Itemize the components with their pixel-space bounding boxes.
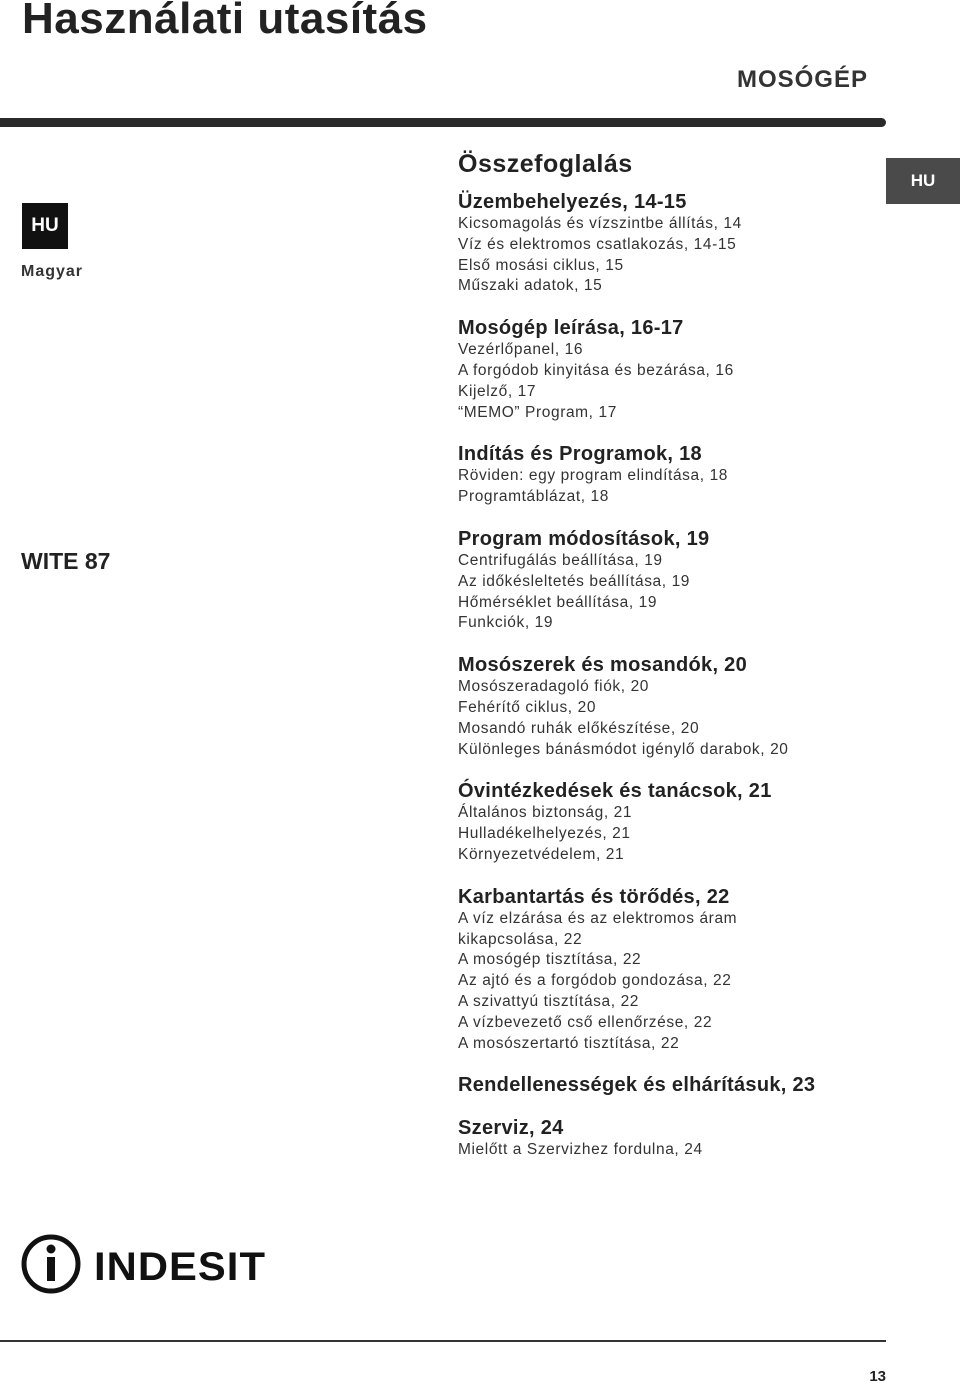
toc-entry: Vezérlőpanel, 16 [458, 341, 584, 359]
product-type-label: MOSÓGÉP [736, 66, 868, 93]
toc-section-title: Mosógép leírása, 16-17 [458, 317, 684, 340]
toc-section-title: Óvintézkedések és tanácsok, 21 [458, 780, 772, 803]
toc-entry: Első mosási ciklus, 15 [458, 256, 624, 274]
toc-section-title: Szerviz, 24 [458, 1117, 564, 1140]
toc-entry: Hőmérséklet beállítása, 19 [458, 593, 658, 611]
table-of-contents [458, 148, 878, 1180]
toc-section-title: Karbantartás és törődés, 22 [458, 885, 730, 908]
toc-entry: A mosószertartó tisztítása, 22 [458, 1034, 680, 1052]
language-side-tab: HU [886, 158, 960, 204]
toc-entry: Mielőtt a Szervizhez fordulna, 24 [458, 1141, 703, 1159]
toc-entry: kikapcsolása, 22 [458, 930, 583, 948]
toc-section-title: Mosószerek és mosandók, 20 [458, 654, 748, 677]
toc-entry: Általános biztonság, 21 [458, 804, 633, 822]
toc-entry: Röviden: egy program elindítása, 18 [458, 467, 729, 485]
toc-entry: A mosógép tisztítása, 22 [458, 951, 642, 969]
toc-section [458, 527, 878, 634]
toc-section-title: Üzembehelyezés, 14-15 [458, 191, 687, 213]
toc-entry: Kijelző, 17 [458, 382, 537, 400]
toc-section [458, 653, 878, 760]
model-number: WITE 87 [21, 548, 111, 574]
toc-section [458, 190, 878, 297]
toc-entry: Funkciók, 19 [458, 614, 554, 632]
header-rule [0, 118, 886, 127]
toc-entry: Különleges bánásmódot igénylő darabok, 20 [458, 740, 789, 758]
language-name: Magyar [21, 263, 84, 280]
svg-text:INDESIT: INDESIT [94, 1245, 266, 1289]
page-number: 13 [869, 1368, 886, 1385]
indesit-logo [20, 1232, 270, 1296]
toc-entry: Programtáblázat, 18 [458, 488, 609, 506]
toc-entry: “MEMO” Program, 17 [458, 403, 617, 421]
toc-entry: Az időkésleltetés beállítása, 19 [458, 572, 691, 590]
toc-entry: Kicsomagolás és vízszintbe állítás, 14 [458, 215, 742, 232]
toc-heading: Összefoglalás [458, 150, 633, 178]
toc-entry: Víz és elektromos csatlakozás, 14-15 [458, 235, 737, 253]
toc-entry: Mosószeradagoló fiók, 20 [458, 678, 650, 696]
toc-section [458, 779, 878, 865]
toc-entry: A szivattyú tisztítása, 22 [458, 992, 640, 1010]
toc-entry: Centrifugálás beállítása, 19 [458, 551, 663, 569]
toc-entry: Mosandó ruhák előkészítése, 20 [458, 719, 700, 737]
toc-entry: Műszaki adatok, 15 [458, 277, 603, 295]
toc-section [458, 442, 878, 508]
toc-entry: Hulladékelhelyezés, 21 [458, 825, 631, 843]
toc-section [458, 885, 878, 1055]
toc-section [458, 1073, 878, 1097]
indesit-logo-icon [20, 1232, 270, 1296]
language-code-badge: HU [22, 203, 68, 249]
toc-section-title: Rendellenességek és elhárításuk, 23 [458, 1074, 816, 1097]
toc-entry: A vízbevezető cső ellenőrzése, 22 [458, 1013, 713, 1031]
toc-section-title: Indítás és Programok, 18 [458, 443, 702, 466]
document-title: Használati utasítás [22, 0, 428, 43]
toc-entry: A víz elzárása és az elektromos áram [458, 909, 738, 927]
toc-section [458, 1116, 878, 1161]
toc-section-list [458, 190, 878, 1161]
toc-entry: Az ajtó és a forgódob gondozása, 22 [458, 972, 732, 990]
footer-rule [0, 1340, 886, 1342]
toc-entry: Fehérítő ciklus, 20 [458, 698, 597, 716]
toc-entry: Környezetvédelem, 21 [458, 845, 625, 863]
toc-section [458, 316, 878, 423]
toc-entry: A forgódob kinyitása és bezárása, 16 [458, 361, 734, 379]
toc-section-title: Program módosítások, 19 [458, 527, 710, 550]
